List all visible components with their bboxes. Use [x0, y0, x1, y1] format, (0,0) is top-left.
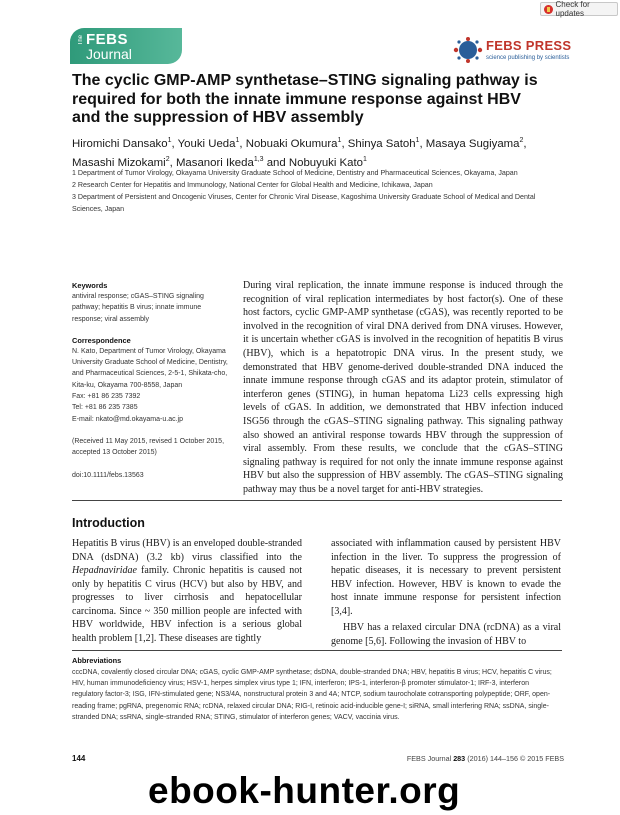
doi-link[interactable]: doi:10.1111/febs.13563 — [72, 471, 144, 479]
fax-number: Fax: +81 86 235 7392 — [72, 393, 141, 401]
febs-press-globe-icon — [452, 36, 484, 64]
introduction-paragraph-3: HBV has a relaxed circular DNA (rcDNA) as a viral genome [5,6]. Following the invasion of HBV to — [331, 622, 561, 647]
abbreviations-divider — [72, 650, 562, 651]
abbreviations-text: cccDNA, covalently closed circular DNA; cGAS, cyclic GMP-AMP synthetase; dsDNA, double-stranded DNA; HBV, hepatitis B virus; HCV, hepatitis C virus; HIV, human immunodeficiency virus; HSV-1, herpes simplex virus type 1; IFN, interferon; IPS-1, interferon-β promoter stimulator-1; IRF-3, interferon regulatory factor-3; ISG, IFN-stimulated gene; NS3/4A, nonstructural protein 3 and 4A; NTCP, sodium taurocholate cotransporting polypeptide; ORF, open-reading frame; pgRNA, pregenomic RNA; rcDNA, relaxed circular DNA; RIG-I, retinoic acid-inducible gene-I; siRNA, small interfering RNA; ssDNA, single-stranded DNA; ssRNA, single-stranded RNA; STING, stimulator of interferon genes; VACV, vaccinia virus. — [72, 669, 552, 721]
publisher-name: FEBS PRESS — [486, 38, 572, 53]
abbreviations-heading: Abbreviations — [72, 656, 122, 665]
publisher-tagline: science publishing by scientists — [486, 55, 570, 61]
introduction-paragraph-2: associated with inflammation caused by persistent HBV infection in the liver. To suppress the progression of hepatic diseases, it is necessary to prevent persistent HBV infection. However, HBV is known to evade the host innate immune response for persistent infection [3,4]. — [331, 538, 561, 617]
author: Hiromichi Dansako — [72, 137, 168, 150]
febs-journal-logo: The FEBS Journal — [70, 28, 182, 64]
abbreviations-box — [72, 656, 562, 723]
author: Masashi Mizokami — [72, 156, 166, 169]
introduction-right-column — [331, 537, 561, 648]
keywords-heading: Keywords — [72, 281, 108, 290]
article-info-sidebar — [72, 281, 232, 481]
received-dates: (Received 11 May 2015, revised 1 October 2015, accepted 13 October 2015) — [72, 437, 225, 457]
author: Nobuyuki Kato — [288, 156, 363, 169]
author: Youki Ueda — [177, 137, 236, 150]
watermark-text: ebook-hunter.org — [148, 770, 461, 811]
affiliations — [72, 167, 552, 215]
journal-citation: FEBS Journal 283 (2016) 144–156 © 2015 FEBS — [406, 754, 564, 763]
keywords-text: antiviral response; cGAS–STING signaling pathway; hepatitis B virus; innate immune response; viral assembly — [72, 293, 204, 323]
page-number: 144 — [72, 754, 86, 763]
check-for-updates-label: Check for updates — [555, 0, 590, 18]
article-title: The cyclic GMP-AMP synthetase–STING signaling pathway is required for both the innate immune response against HBV and the suppression of HBV assembly — [72, 72, 538, 126]
tel-number: Tel: +81 86 235 7385 — [72, 404, 138, 412]
section-divider — [72, 500, 562, 501]
email-link[interactable]: E-mail: nkato@md.okayama-u.ac.jp — [72, 415, 183, 423]
introduction-heading: Introduction — [72, 516, 145, 530]
introduction-paragraph-1: Hepatitis B virus (HBV) is an enveloped double-stranded DNA (dsDNA) (3.2 kb) virus classified into the Hepadnaviridae family. Chronic hepatitis is caused not only by hepatitis C virus (HCV) but also by HBV, and progresses to liver cirrhosis and hepatocellular carcinoma. Since ~ 350 million people are infected with HBV worldwide, HBV infection is a serious global health problem [1,2]. These diseases are tightly — [72, 538, 302, 644]
check-for-updates-button[interactable] — [540, 2, 618, 16]
introduction-left-column — [72, 537, 302, 645]
febs-press-logo — [452, 36, 602, 66]
author: Masaya Sugiyama — [425, 137, 520, 150]
affiliation-3: 3 Department of Persistent and Oncogenic Viruses, Center for Chronic Viral Disease, Kagoshima University Graduate School of Medical and Dental Sciences, Japan — [72, 193, 536, 213]
author: Nobuaki Okumura — [245, 137, 338, 150]
crossmark-icon — [544, 5, 553, 14]
author: Masanori Ikeda — [175, 156, 254, 169]
affiliation-2: 2 Research Center for Hepatitis and Immunology, National Center for Global Health and Medicine, Ichikawa, Japan — [72, 181, 433, 189]
author: Shinya Satoh — [347, 137, 416, 150]
affiliation-1: 1 Department of Tumor Virology, Okayama University Graduate School of Medicine, Dentistry and Pharmaceutical Sciences, Okayama, Japan — [72, 169, 518, 177]
abstract-text: During viral replication, the innate immune response is induced through the recognition of viral replication intermediates by host factor(s). One of these host factors, cyclic GMP-AMP synthetase (cGAS), was recently reported to be involved in the recognition of viral DNA derived from DNA viruses. However, it is uncertain whether cGAS is involved in the recognition of hepatitis B virus (HBV), which is a hepatotropic DNA virus. In the present study, we demonstrated that HBV genome-derived double-stranded DNA induced the innate immune response through cGAS and its adaptor protein, stimulator of interferon genes (STING), in human hepatoma Li23 cells expressing high levels of cGAS. In addition, we demonstrated that HBV infection induced ISG56 through the cGAS–STING signaling pathway. This signaling pathway also showed an antiviral response towards HBV through the suppression of viral assembly. From these results, we conclude that the cGAS–STING signaling pathway is required for not only the innate immune response against HBV but also the suppression of HBV assembly. The cGAS–STING signaling pathway may thus be a novel target for anti-HBV strategies. — [243, 280, 563, 495]
correspondence-address: N. Kato, Department of Tumor Virology, Okayama University Graduate School of Medicine, Dentistry, and Pharmaceutical Sciences, 2-5-1, Shikata-cho, Kita-ku, Okayama 700-8558, Japan — [72, 347, 228, 389]
author-list: Hiromichi Dansako$^1$, Youki Ueda$^1$, Nobuaki Okumura$^1$, Shinya Satoh$^1$, Masaya Sugiyama$^2$, Masashi Mizokami$^2$, Masanori Ikeda$^{1,3}$ and Nobuyuki Kato$^1$ — [72, 137, 527, 169]
correspondence-heading: Correspondence — [72, 335, 131, 345]
